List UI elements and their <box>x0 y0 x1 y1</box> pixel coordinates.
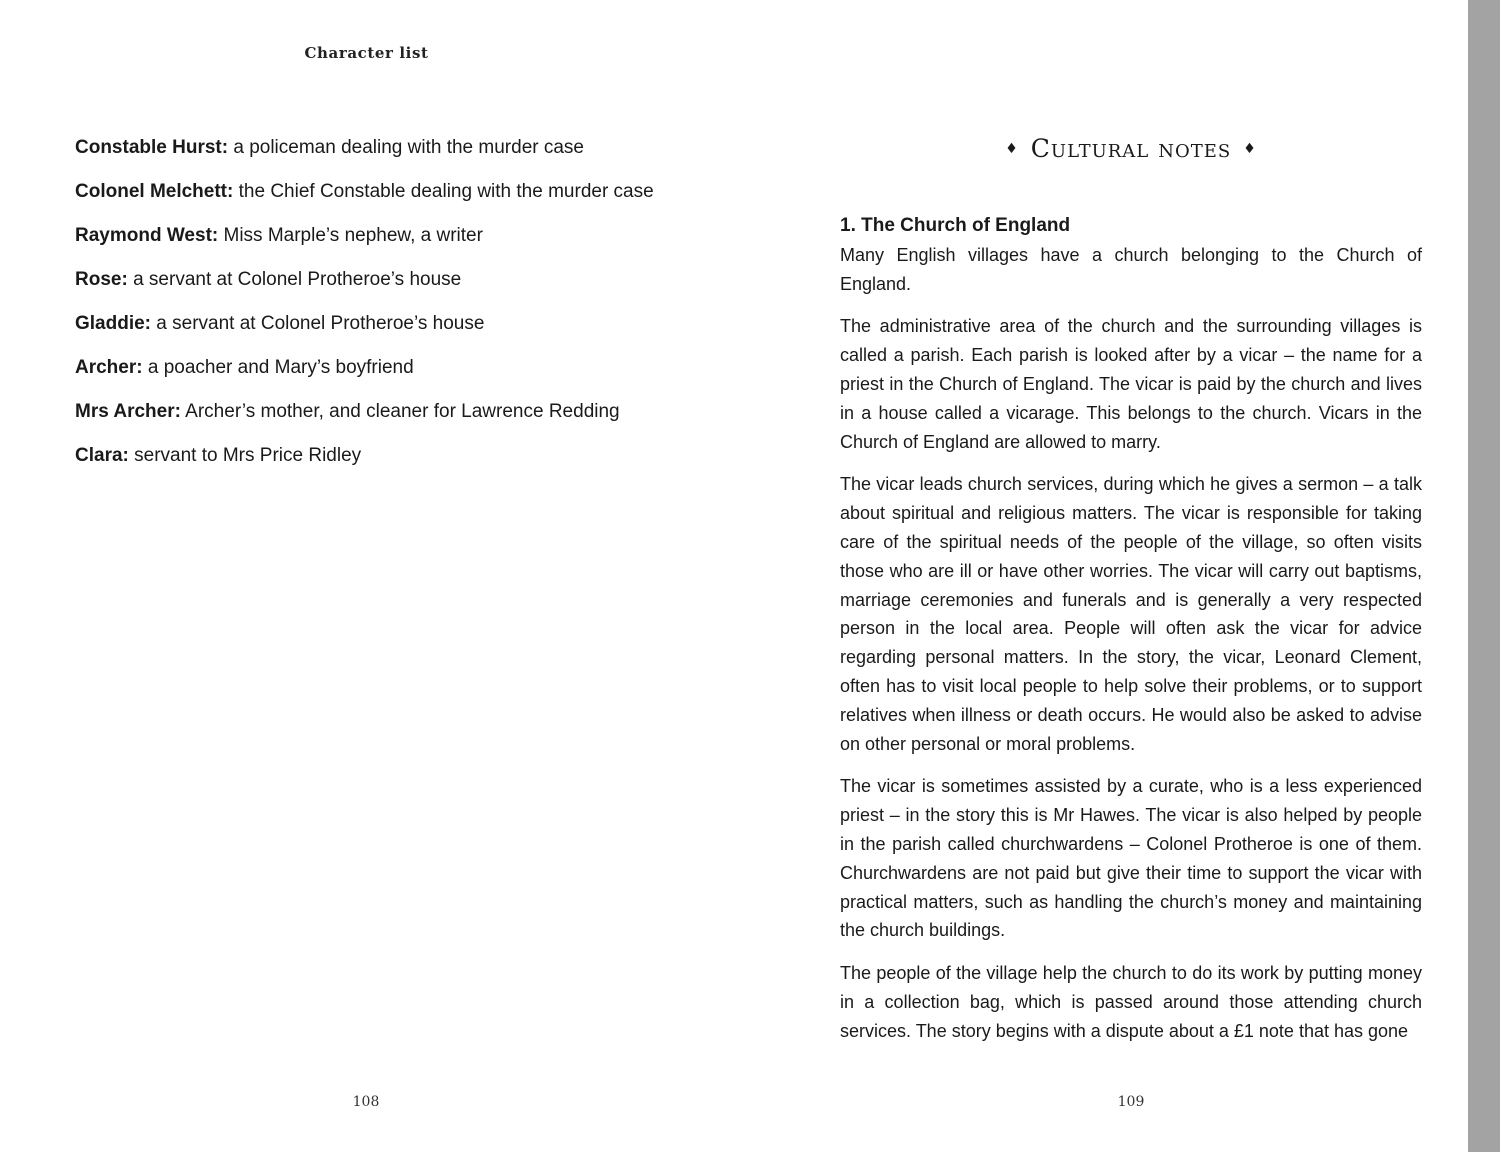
character-name: Rose: <box>75 269 128 290</box>
left-page <box>0 0 733 1152</box>
character-name: Clara: <box>75 445 129 466</box>
section-title <box>733 134 1500 163</box>
list-item <box>75 266 695 294</box>
character-description: a servant at Colonel Protheroe’s house <box>127 269 462 290</box>
scrollbar-track[interactable] <box>1468 0 1500 1152</box>
character-description: a poacher and Mary’s boyfriend <box>142 357 414 378</box>
character-name: Mrs Archer: <box>75 401 181 422</box>
character-list <box>75 134 695 486</box>
character-name: Colonel Melchett: <box>75 181 234 202</box>
character-description: Miss Marple’s nephew, a writer <box>218 225 483 246</box>
character-description: the Chief Constable dealing with the murder case <box>233 181 654 202</box>
note-heading: 1. The Church of England <box>840 215 1071 236</box>
character-name: Raymond West: <box>75 225 219 246</box>
list-item <box>75 442 695 470</box>
list-item <box>75 398 695 426</box>
character-name: Constable Hurst: <box>75 137 229 158</box>
character-description: servant to Mrs Price Ridley <box>128 445 362 466</box>
list-item <box>75 178 695 206</box>
running-head: Character list <box>304 44 429 62</box>
list-item <box>75 134 695 162</box>
diamond-icon: ♦ <box>1005 140 1019 157</box>
character-name: Gladdie: <box>75 313 152 334</box>
character-description: a policeman dealing with the murder case <box>228 137 584 158</box>
paragraph: The people of the village help the church to do its work by putting money in a collection bag, which is passed around those attending church services. The story begins with a dispute about a £1 note that has gone <box>840 963 1422 1041</box>
list-item <box>75 310 695 338</box>
paragraph: Many English villages have a church belonging to the Church of England. <box>840 244 1422 294</box>
character-name: Archer: <box>75 357 143 378</box>
paragraph: The vicar leads church services, during which he gives a sermon – a talk about spiritual and religious matters. The vicar is responsible for taking care of the spiritual needs of the people of the village, so often visits those who are ill or have other worries. The vicar will carry out baptisms, marriage ceremonies and funerals and is generally a very respected person in the local area. People will often ask the vicar for advice regarding personal matters. In the story, the vicar, Leonard Clement, often has to visit local people to help solve their problems, or to support relatives when illness or death occurs. He would also be asked to advise on other personal or moral problems. <box>840 474 1422 754</box>
section-title-text: Cultural notes <box>1030 134 1232 163</box>
page-number: 109 <box>1117 1094 1145 1110</box>
character-description: Archer’s mother, and cleaner for Lawrence Redding <box>180 401 620 422</box>
diamond-icon: ♦ <box>1243 140 1257 157</box>
character-description: a servant at Colonel Protheroe’s house <box>151 313 485 334</box>
paragraph: The administrative area of the church and the surrounding villages is called a parish. Each parish is looked after by a vicar – the name for a priest in the Church of England. The vicar is paid by the church and lives in a house called a vicarage. This belongs to the church. Vicars in the Church of England are allowed to marry. <box>840 316 1422 452</box>
list-item <box>75 354 695 382</box>
paragraph: The vicar is sometimes assisted by a curate, who is a less experienced priest – in the story this is Mr Hawes. The vicar is also helped by people in the parish called churchwardens – Colonel Protheroe is one of them. Churchwardens are not paid but give their time to support the vicar with practical matters, such as handling the church’s money and maintaining the church buildings. <box>840 776 1422 941</box>
page-number: 108 <box>352 1094 380 1110</box>
right-page <box>733 0 1468 1152</box>
cultural-notes-body <box>840 212 1422 1060</box>
list-item <box>75 222 695 250</box>
